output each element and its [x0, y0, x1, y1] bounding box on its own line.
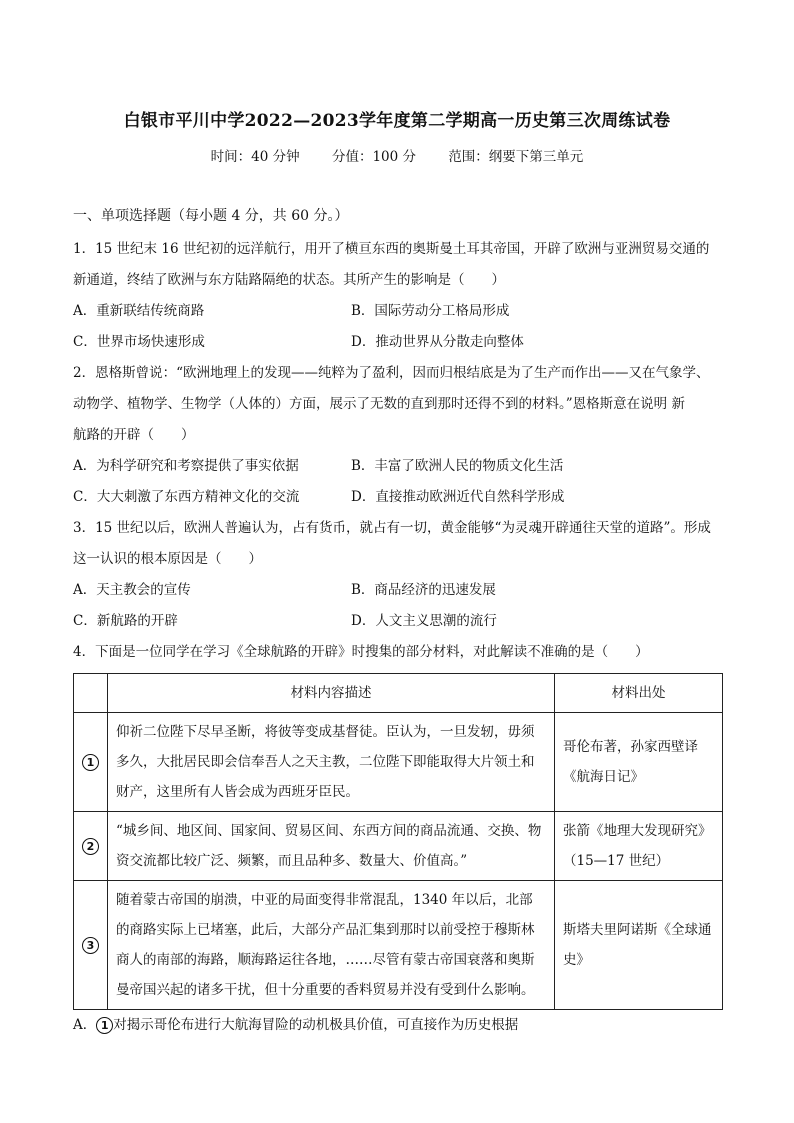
material-content: “城乡间、地区间、国家间、贸易区间、东西方间的商品流通、交换、物资交流都比较广泛、频繁，而且品种多、数量大、价值高。” — [108, 812, 555, 881]
section-heading: 一、单项选择题（每小题 4 分，共 60 分。） — [73, 208, 349, 224]
question-text-line: 1．15 世纪末 16 世纪初的远洋航行，用开了横亘东西的奥斯曼土耳其帝国，开辟了欧洲与亚洲贸易交通的 — [73, 241, 710, 257]
circled-number: 1 — [82, 754, 99, 771]
circled-number: 1 — [96, 1017, 113, 1034]
option-prefix: A． — [73, 1017, 97, 1033]
option-a[interactable] — [73, 1010, 723, 1041]
circled-number: 2 — [82, 838, 99, 855]
material-content: 仰祈二位陛下尽早圣断，将彼等变成基督徒。臣认为，一旦发轫，毋须多久，大批居民即会信奉吾人之天主教，二位陛下即能取得大片领土和财产，这里所有人皆会成为西班牙臣民。 — [108, 713, 555, 812]
exam-content — [73, 205, 723, 1041]
table-header-cell: 材料出处 — [555, 674, 723, 713]
table-row — [74, 713, 723, 812]
question-text-line: 动物学、植物学、生物学（人体的）方面，展示了无数的直到那时还得不到的材料。”恩格斯意在说明 新 — [73, 396, 685, 412]
options — [73, 296, 723, 358]
material-source: 斯塔夫里阿诺斯《全球通史》 — [555, 881, 723, 1010]
row-number-cell — [74, 812, 108, 881]
exam-scope: 范围：纲要下第三单元 — [448, 149, 584, 165]
option-c[interactable]: C．世界市场快速形成 — [73, 334, 205, 350]
question-2 — [73, 358, 723, 513]
option-d[interactable]: D．直接推动欧洲近代自然科学形成 — [351, 489, 565, 505]
question-text-line: 航路的开辟（ ） — [73, 427, 195, 443]
exam-title: 白银市平川中学2022—2023学年度第二学期高一历史第三次周练试卷 — [123, 111, 671, 131]
option-d[interactable]: D．人文主义思潮的流行 — [351, 613, 497, 629]
table-row — [74, 881, 723, 1010]
option-a[interactable]: A．为科学研究和考察提供了事实依据 — [73, 458, 299, 474]
option-a[interactable]: A．天主教会的宣传 — [73, 582, 191, 598]
material-source: 哥伦布著，孙家西壁译《航海日记》 — [555, 713, 723, 812]
material-content: 随着蒙古帝国的崩溃，中亚的局面变得非常混乱，1340 年以后，北部的商路实际上已堵塞，此后，大部分产品汇集到那时以前受控于穆斯林商人的南部的海路，顺海路运往各地，……尽管有蒙古帝国衰落和奥斯曼帝国兴起的诸多干扰，但十分重要的香料贸易并没有受到什么影响。 — [108, 881, 555, 1010]
option-b[interactable]: B．商品经济的迅速发展 — [351, 582, 496, 598]
question-4 — [73, 637, 723, 1041]
options — [73, 575, 723, 637]
option-c[interactable]: C．大大刺激了东西方精神文化的交流 — [73, 489, 300, 505]
options — [73, 451, 723, 513]
question-text-line: 4．下面是一位同学在学习《全球航路的开辟》时搜集的部分材料，对此解读不准确的是（ ） — [73, 644, 649, 660]
row-number-cell — [74, 881, 108, 1010]
exam-info — [0, 145, 794, 165]
table-header-cell: 材料内容描述 — [108, 674, 555, 713]
question-3 — [73, 513, 723, 637]
material-source: 张箭《地理大发现研究》（15—17 世纪） — [555, 812, 723, 881]
question-text-line: 3．15 世纪以后，欧洲人普遍认为，占有货币，就占有一切，黄金能够“为灵魂开辟通往天堂的道路”。形成 — [73, 520, 711, 536]
option-b[interactable]: B．国际劳动分工格局形成 — [351, 303, 510, 319]
option-a[interactable]: A．重新联结传统商路 — [73, 303, 205, 319]
material-table — [73, 673, 723, 1010]
table-header-cell — [74, 674, 108, 713]
table-row — [74, 812, 723, 881]
option-b[interactable]: B．丰富了欧洲人民的物质文化生活 — [351, 458, 564, 474]
question-text-line: 2．恩格斯曾说：“欧洲地理上的发现——纯粹为了盈利，因而归根结底是为了生产而作出——又在气象学、 — [73, 365, 710, 381]
question-text-line: 这一认识的根本原因是（ ） — [73, 551, 262, 567]
exam-score: 分值：100 分 — [331, 149, 417, 165]
row-number-cell — [74, 713, 108, 812]
circled-number: 3 — [82, 937, 99, 954]
question-1 — [73, 234, 723, 358]
option-text: 对揭示哥伦布进行大航海冒险的动机极具价值，可直接作为历史根据 — [113, 1017, 519, 1033]
exam-time: 时间：40 分钟 — [210, 149, 300, 165]
table-header-row — [74, 674, 723, 713]
option-d[interactable]: D．推动世界从分散走向整体 — [351, 334, 524, 350]
option-c[interactable]: C．新航路的开辟 — [73, 613, 178, 629]
question-text-line: 新通道，终结了欧洲与东方陆路隔绝的状态。其所产生的影响是（ ） — [73, 272, 505, 288]
